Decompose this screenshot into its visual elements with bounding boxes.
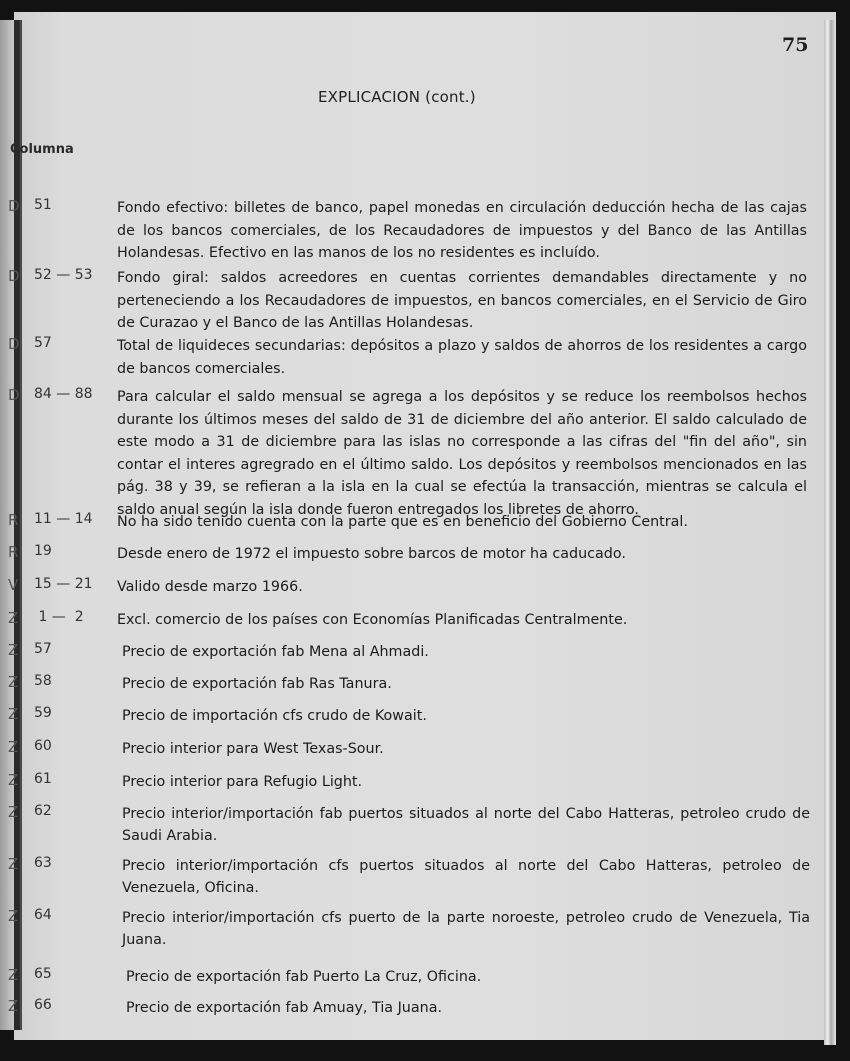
entry-prefix: Z (8, 997, 19, 1015)
entry-prefix: Z (8, 641, 19, 659)
column-header: Columna (10, 142, 74, 157)
entry-column-ref: 60 (34, 738, 52, 754)
entry-column-ref: 63 (34, 855, 52, 871)
page-number: 75 (782, 34, 809, 56)
entry-prefix: V (8, 576, 19, 594)
entry-column-ref: 62 (34, 803, 52, 819)
entry-column-ref: 52 — 53 (34, 267, 93, 283)
entry-description: Precio interior para Refugio Light. (122, 774, 363, 790)
entry-prefix: Z (8, 673, 19, 691)
entry-description: Precio interior/importación fab puertos situados al norte del Cabo Hatteras, petroleo crudo de Saudi Arabia. (122, 806, 810, 844)
entry-column-ref: 57 (34, 641, 52, 657)
entry-description: No ha sido tenido cuenta con la parte que es en beneficio del Gobierno Central. (117, 514, 688, 530)
entry-description: Fondo giral: saldos acreedores en cuentas corrientes demandables directamente y no perteneciendo a los Recaudadores de impuestos, en bancos comerciales, en el Servicio de Giro de Curazao y el Banco de las Antillas Holandesas. (117, 270, 807, 331)
entry-description: Precio de exportación fab Mena al Ahmadi. (122, 644, 429, 660)
entry-prefix: Z (8, 855, 19, 873)
entry-column-ref: 51 (34, 197, 52, 213)
entry-description: Total de liquideces secundarias: depósitos a plazo y saldos de ahorros de los residentes a cargo de bancos comerciales. (117, 338, 807, 377)
entry-description: Precio de exportación fab Ras Tanura. (122, 676, 392, 692)
entry-column-ref: 58 (34, 673, 52, 689)
entry-prefix: Z (8, 803, 19, 821)
entry-column-ref: 57 (34, 335, 52, 351)
entry-column-ref: 59 (34, 705, 52, 721)
entry-prefix: D (8, 386, 20, 404)
entry-prefix: D (8, 335, 20, 353)
entry-prefix: Z (8, 907, 19, 925)
entry-description: Precio interior/importación cfs puertos situados al norte del Cabo Hatteras, petroleo de Venezuela, Oficina. (122, 858, 810, 896)
entry-column-ref: 19 (34, 543, 52, 559)
entry-column-ref: 66 (34, 997, 52, 1013)
entry-prefix: Z (8, 738, 19, 756)
entry-column-ref: 1 — 2 (34, 609, 84, 625)
entry-description: Excl. comercio de los países con Economías Planificadas Centralmente. (117, 612, 628, 628)
entry-column-ref: 65 (34, 966, 52, 982)
entry-description: Precio de exportación fab Amuay, Tia Juana. (126, 1000, 442, 1016)
entry-description: Valido desde marzo 1966. (117, 579, 303, 595)
entry-description: Precio de exportación fab Puerto La Cruz, Oficina. (126, 969, 482, 985)
entry-prefix: Z (8, 705, 19, 723)
entry-description: Precio interior para West Texas-Sour. (122, 741, 384, 757)
entry-prefix: D (8, 267, 20, 285)
entry-column-ref: 15 — 21 (34, 576, 93, 592)
entry-description: Desde enero de 1972 el impuesto sobre barcos de motor ha caducado. (117, 546, 626, 562)
entry-prefix: Z (8, 609, 19, 627)
entry-prefix: Z (8, 966, 19, 984)
entry-prefix: R (8, 511, 19, 529)
entry-prefix: Z (8, 771, 19, 789)
entry-description: Precio interior/importación cfs puerto de la parte noroeste, petroleo crudo de Venezuela, Tia Juana. (122, 910, 810, 948)
page-title: EXPLICACION (cont.) (318, 88, 476, 106)
entry-column-ref: 64 (34, 907, 52, 923)
entry-column-ref: 11 — 14 (34, 511, 93, 527)
entry-description: Precio de importación cfs crudo de Kowait. (122, 708, 427, 724)
entry-prefix: R (8, 543, 19, 561)
page-edge (824, 20, 836, 1045)
entry-column-ref: 61 (34, 771, 52, 787)
entry-prefix: D (8, 197, 20, 215)
entry-column-ref: 84 — 88 (34, 386, 93, 402)
entry-description: Fondo efectivo: billetes de banco, papel monedas en circulación deducción hecha de las cajas de los bancos comerciales, de los Recaudadores de impuestos y del Banco de las Antillas Holandesas. Efectivo en las manos de los no residentes es incluído. (117, 200, 807, 261)
entry-description: Para calcular el saldo mensual se agrega a los depósitos y se reduce los reembolsos hechos durante los últimos meses del saldo de 31 de diciembre del año anterior. El saldo calculado de este modo a 31 de diciembre para las islas no corresponde a las cifras del "fin del año", sin contar el interes agregrado en el último saldo. Los depósitos y reembolsos mencionados en las pág. 38 y 39, se refieran a la isla en la cual se efectúa la transacción, mientras se calcula el saldo anual según la isla donde fueron entregados los libretes de ahorro. (117, 389, 807, 518)
